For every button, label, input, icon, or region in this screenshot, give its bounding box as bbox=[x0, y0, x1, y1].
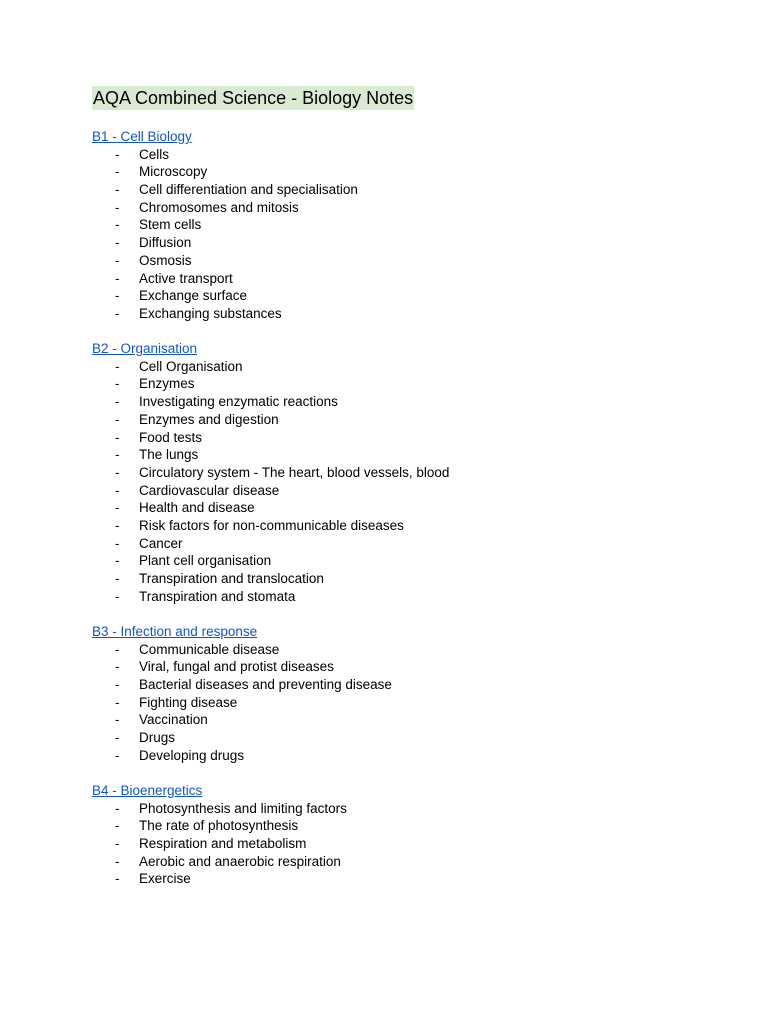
dash-bullet: - bbox=[115, 747, 120, 763]
dash-bullet: - bbox=[115, 535, 120, 551]
list-item-text: Osmosis bbox=[139, 252, 192, 268]
list-item-text: Food tests bbox=[139, 429, 203, 445]
dash-bullet: - bbox=[115, 252, 120, 268]
list-item bbox=[92, 234, 732, 252]
list-item-text: Transpiration and stomata bbox=[139, 588, 296, 604]
list-item-text: Respiration and metabolism bbox=[139, 836, 307, 851]
list-item-text: Cardiovascular disease bbox=[139, 482, 280, 498]
list-item-text: Drugs bbox=[139, 730, 176, 746]
list-item bbox=[92, 729, 732, 747]
list-item bbox=[92, 499, 732, 517]
dash-bullet: - bbox=[115, 500, 120, 516]
dash-bullet: - bbox=[115, 394, 120, 410]
list-item bbox=[92, 358, 732, 376]
dash-bullet: - bbox=[115, 641, 120, 657]
list-item-text: Circulatory system - The heart, blood vessels, blood bbox=[139, 464, 450, 480]
section-3 bbox=[92, 623, 732, 765]
dash-bullet: - bbox=[115, 836, 120, 851]
dash-bullet: - bbox=[115, 358, 120, 374]
dash-bullet: - bbox=[115, 659, 120, 675]
topic-list bbox=[92, 641, 732, 765]
list-item-text: Fighting disease bbox=[139, 694, 238, 710]
dash-bullet: - bbox=[115, 464, 120, 480]
list-item bbox=[92, 658, 732, 676]
list-item bbox=[92, 870, 732, 888]
list-item bbox=[92, 641, 732, 659]
list-item bbox=[92, 817, 732, 835]
list-item bbox=[92, 676, 732, 694]
list-item-text: Stem cells bbox=[139, 217, 202, 233]
dash-bullet: - bbox=[115, 146, 120, 162]
list-item-text: Aerobic and anaerobic respiration bbox=[139, 853, 341, 869]
list-item bbox=[92, 517, 732, 535]
list-item bbox=[92, 747, 732, 765]
list-item bbox=[92, 694, 732, 712]
dash-bullet: - bbox=[115, 235, 120, 251]
dash-bullet: - bbox=[115, 376, 120, 392]
list-item-text: Microscopy bbox=[139, 164, 208, 180]
dash-bullet: - bbox=[115, 429, 120, 445]
list-item bbox=[92, 252, 732, 270]
list-item-text: Cells bbox=[139, 146, 170, 162]
section-heading-link[interactable]: B4 - Bioenergetics bbox=[92, 782, 203, 798]
dash-bullet: - bbox=[115, 571, 120, 587]
list-item bbox=[92, 163, 732, 181]
list-item bbox=[92, 411, 732, 429]
dash-bullet: - bbox=[115, 800, 120, 816]
dash-bullet: - bbox=[115, 871, 120, 887]
section-heading-link[interactable]: B3 - Infection and response bbox=[92, 623, 258, 639]
list-item-text: Exchanging substances bbox=[139, 305, 282, 321]
dash-bullet: - bbox=[115, 199, 120, 215]
list-item bbox=[92, 853, 732, 871]
list-item-text: Investigating enzymatic reactions bbox=[139, 394, 338, 410]
list-item-text: Photosynthesis and limiting factors bbox=[139, 800, 347, 816]
list-item bbox=[92, 199, 732, 217]
document-body bbox=[92, 128, 732, 906]
list-item-text: Cell differentiation and specialisation bbox=[139, 182, 358, 198]
list-item bbox=[92, 393, 732, 411]
dash-bullet: - bbox=[115, 182, 120, 198]
dash-bullet: - bbox=[115, 818, 120, 834]
list-item bbox=[92, 835, 732, 853]
dash-bullet: - bbox=[115, 447, 120, 463]
list-item bbox=[92, 570, 732, 588]
dash-bullet: - bbox=[115, 482, 120, 498]
section-heading-link[interactable]: B2 - Organisation bbox=[92, 341, 198, 357]
dash-bullet: - bbox=[115, 694, 120, 710]
list-item bbox=[92, 800, 732, 818]
list-item-text: Enzymes bbox=[139, 376, 195, 392]
list-item-text: Risk factors for non-communicable diseases bbox=[139, 517, 404, 533]
topic-list bbox=[92, 146, 732, 323]
list-item bbox=[92, 588, 732, 606]
list-item bbox=[92, 429, 732, 447]
list-item-text: Chromosomes and mitosis bbox=[139, 199, 299, 215]
dash-bullet: - bbox=[115, 712, 120, 728]
dash-bullet: - bbox=[115, 553, 120, 569]
list-item-text: Communicable disease bbox=[139, 641, 280, 657]
dash-bullet: - bbox=[115, 411, 120, 427]
topic-list bbox=[92, 800, 732, 888]
list-item bbox=[92, 482, 732, 500]
dash-bullet: - bbox=[115, 853, 120, 869]
dash-bullet: - bbox=[115, 588, 120, 604]
topic-list bbox=[92, 358, 732, 606]
list-item bbox=[92, 711, 732, 729]
list-item-text: The lungs bbox=[139, 447, 199, 463]
dash-bullet: - bbox=[115, 217, 120, 233]
dash-bullet: - bbox=[115, 305, 120, 321]
dash-bullet: - bbox=[115, 517, 120, 533]
list-item-text: The rate of photosynthesis bbox=[139, 818, 299, 834]
list-item-text: Vaccination bbox=[139, 712, 208, 728]
section-4 bbox=[92, 782, 732, 888]
list-item-text: Active transport bbox=[139, 270, 233, 286]
list-item-text: Viral, fungal and protist diseases bbox=[139, 659, 334, 675]
list-item-text: Cell Organisation bbox=[139, 358, 243, 374]
list-item bbox=[92, 287, 732, 305]
list-item bbox=[92, 305, 732, 323]
list-item-text: Cancer bbox=[139, 535, 183, 551]
list-item-text: Diffusion bbox=[139, 235, 192, 251]
list-item-text: Exercise bbox=[139, 871, 191, 887]
list-item bbox=[92, 216, 732, 234]
list-item bbox=[92, 270, 732, 288]
list-item bbox=[92, 464, 732, 482]
list-item bbox=[92, 146, 732, 164]
list-item bbox=[92, 181, 732, 199]
list-item-text: Enzymes and digestion bbox=[139, 411, 279, 427]
list-item bbox=[92, 552, 732, 570]
section-1 bbox=[92, 128, 732, 323]
dash-bullet: - bbox=[115, 288, 120, 304]
dash-bullet: - bbox=[115, 730, 120, 746]
document-title: AQA Combined Science - Biology Notes bbox=[93, 88, 414, 108]
dash-bullet: - bbox=[115, 270, 120, 286]
dash-bullet: - bbox=[115, 676, 120, 692]
list-item bbox=[92, 375, 732, 393]
dash-bullet: - bbox=[115, 164, 120, 180]
list-item bbox=[92, 446, 732, 464]
section-2 bbox=[92, 340, 732, 605]
list-item-text: Bacterial diseases and preventing disease bbox=[139, 676, 392, 692]
list-item-text: Transpiration and translocation bbox=[139, 571, 324, 587]
list-item bbox=[92, 535, 732, 553]
list-item-text: Developing drugs bbox=[139, 747, 245, 763]
list-item-text: Plant cell organisation bbox=[139, 553, 272, 569]
section-heading-link[interactable]: B1 - Cell Biology bbox=[92, 129, 192, 144]
list-item-text: Health and disease bbox=[139, 500, 255, 516]
list-item-text: Exchange surface bbox=[139, 288, 248, 304]
